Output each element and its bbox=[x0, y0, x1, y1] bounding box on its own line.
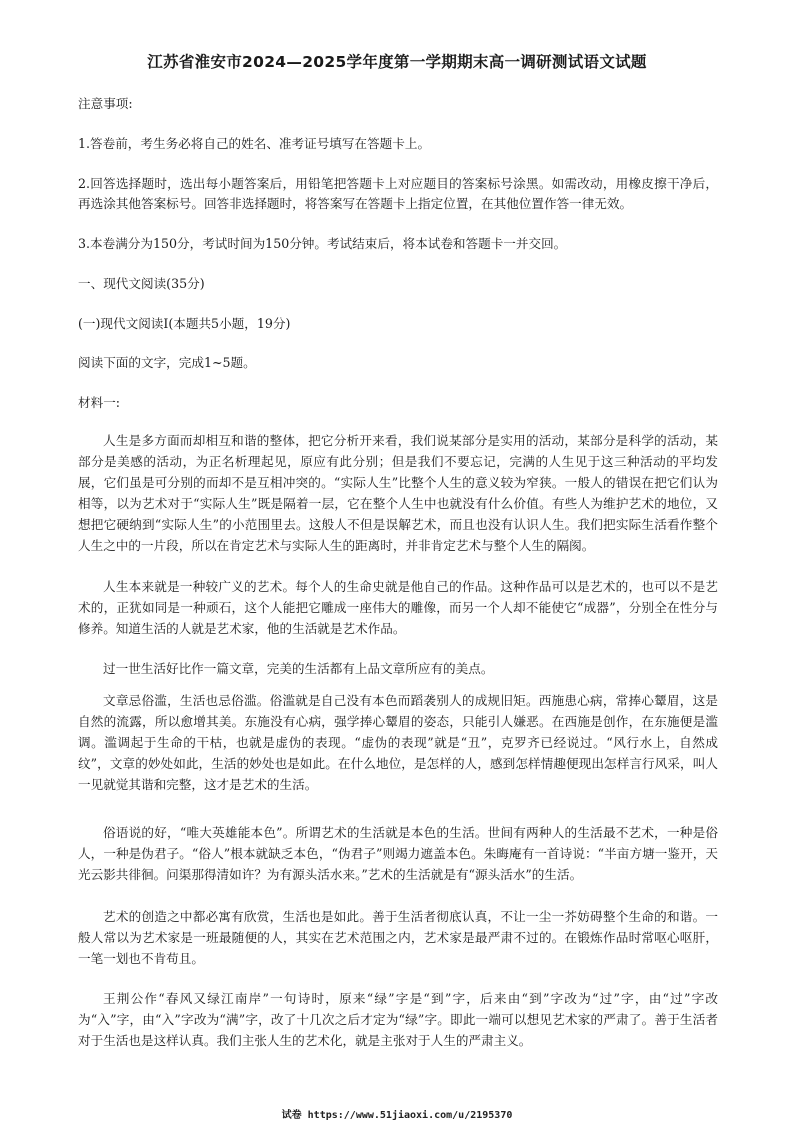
paragraph: 人生本来就是一种较广义的艺术。每个人的生命史就是他自己的作品。这种作品可以是艺术的，也可以不是艺术的，正犹如同是一种顽石，这个人能把它雕成一座伟大的雕像，而另一个人却不能使它“成器”，分别全在性分与修养。知道生活的人就是艺术家，他的生活就是艺术作品。 bbox=[78, 579, 718, 636]
page-title: 江苏省淮安市2024—2025学年度第一学期期末高一调研测试语文试题 bbox=[147, 53, 647, 71]
reading-instruction: 阅读下面的文字，完成1~5题。 bbox=[78, 355, 256, 370]
section-heading: 一、现代文阅读(35分) bbox=[78, 276, 205, 291]
paragraph: 过一世生活好比作一篇文章，完美的生活都有上品文章所应有的美点。 bbox=[103, 661, 494, 676]
notice-heading: 注意事项: bbox=[78, 96, 133, 111]
paragraph: 俗语说的好，“唯大英雄能本色”。所谓艺术的生活就是本色的生活。世间有两种人的生活最不艺术，一种是俗人，一种是伪君子。“俗人”根本就缺乏本色，“伪君子”则竭力遮盖本色。朱晦庵有一首诗说：“半亩方塘一鉴开，天光云影共徘徊。问渠那得清如许？为有源头活水来。”艺术的生活就是有“源头活水”的生活。 bbox=[78, 825, 718, 882]
subsection-heading: (一)现代文阅读Ⅰ(本题共5小题，19分) bbox=[78, 316, 291, 331]
notice-item-3: 3.本卷满分为150分，考试时间为150分钟。考试结束后，将本试卷和答题卡一并交回。 bbox=[78, 236, 567, 251]
paragraph: 文章忌俗滥，生活也忌俗滥。俗滥就是自己没有本色而蹈袭别人的成规旧矩。西施患心病，常捧心颦眉，这是自然的流露，所以愈增其美。东施没有心病，强学捧心颦眉的姿态，只能引人嫌恶。在西施是创作，在东施便是滥调。滥调起于生命的干枯，也就是虚伪的表现。“虚伪的表现”就是“丑”，克罗齐已经说过。“风行水上，自然成纹”，文章的妙处如此，生活的妙处也是如此。在什么地位，是怎样的人，感到怎样情趣便现出怎样言行风采，叫人一见就觉其谐和完整，这才是艺术的生活。 bbox=[78, 693, 718, 792]
notice-item-1: 1.答卷前，考生务必将自己的姓名、准考证号填写在答题卡上。 bbox=[78, 136, 431, 151]
paragraph: 王荆公作“春风又绿江南岸”一句诗时，原来“绿”字是“到”字，后来由“到”字改为“过”字，由“过”字改为“入”字，由“入”字改为“满”字，改了十几次之后才定为“绿”字。即此一端可以想见艺术家的严肃了。善于生活者对于生活也是这样认真。我们主张人生的艺术化，就是主张对于人生的严肃主义。 bbox=[78, 991, 718, 1048]
footer-url: 试卷 https://www.51jiaoxi.com/u/2195370 bbox=[281, 1110, 513, 1121]
paragraph: 人生是多方面而却相互和谐的整体，把它分析开来看，我们说某部分是实用的活动，某部分是科学的活动，某部分是美感的活动，为正名析理起见，原应有此分别；但是我们不要忘记，完满的人生见于这三种活动的平均发展，它们虽是可分别的而却不是互相冲突的。“实际人生”比整个人生的意义较为窄狭。一般人的错误在把它们认为相等，以为艺术对于“实际人生”既是隔着一层，它在整个人生中也就没有什么价值。有些人为维护艺术的地位，又想把它硬纳到“实际人生”的小范围里去。这般人不但是误解艺术，而且也没有认识人生。我们把实际生活看作整个人生之中的一片段，所以在肯定艺术与实际人生的距离时，并非肯定艺术与整个人生的隔阂。 bbox=[78, 433, 718, 553]
paragraph: 艺术的创造之中都必寓有欣赏，生活也是如此。善于生活者彻底认真，不让一尘一芥妨碍整个生命的和谐。一般人常以为艺术家是一班最随便的人，其实在艺术范围之内，艺术家是最严肃不过的。在锻炼作品时常呕心呕肝，一笔一划也不肯苟且。 bbox=[78, 909, 718, 966]
notice-item-2: 2.回答选择题时，选出每小题答案后，用铅笔把答题卡上对应题目的答案标号涂黑。如需改动，用橡皮擦干净后，再选涂其他答案标号。回答非选择题时，将答案写在答题卡上指定位置，在其他位置作答一律无效。 bbox=[78, 176, 718, 211]
material-label: 材料一: bbox=[78, 395, 121, 410]
